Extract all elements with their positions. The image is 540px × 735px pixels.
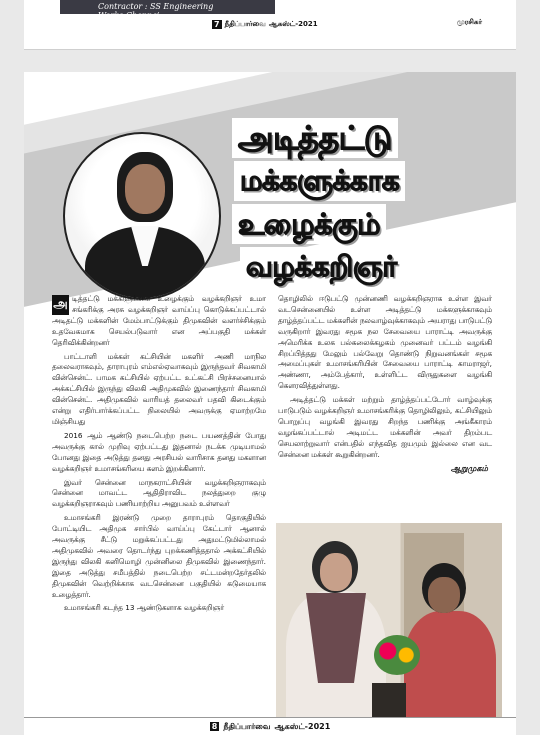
drop-cap: அ <box>52 295 69 315</box>
magazine-name: நீதிப்பார்வை <box>223 721 271 731</box>
headline-line-4: வழக்கறிஞர் <box>240 247 402 287</box>
previous-magazine-name: நீதிப்பார்வை <box>224 19 266 28</box>
contractor-banner: Contractor : SS Engineering Works,Chennai <box>60 0 275 14</box>
event-photo <box>276 523 502 729</box>
person-right-body <box>404 611 496 729</box>
magazine-page <box>24 72 516 735</box>
previous-page-number: 7 <box>214 19 220 29</box>
page-number: 8 <box>211 722 218 731</box>
page-footer <box>24 717 516 735</box>
flower-bouquet <box>374 635 420 675</box>
paragraph: பாட்டாளி மக்கள் கட்சியின் மகளிர் அணி மாநில தலைவராகவும், தாராபுரம் எம்எல்ஏவாகவும் இருந்தவர் சிவகாமி வின்சென்ட். பாமக கட்சியில் ஏற்பட்ட உட்கட்சி பிரச்சனையால் அக்கட்சியில் இருந்து விலகி அதிமுகவில் இணைந்தார் சிவகாமி வின்சென்ட். அதிமுகவில் வாரியத் தலைவர் பதவி கிடைக்கும் என்று எதிர்பார்க்கப்பட்ட நிலையில் அவருக்கு ஏமாற்றமே மிஞ்சியது <box>52 351 266 426</box>
author-signature: ஆறுமுகம் <box>450 463 488 473</box>
person-left-face <box>320 553 352 591</box>
previous-author: முரசிகர் <box>456 18 482 26</box>
issue-date: ஆகஸ்ட்-2021 <box>274 721 331 731</box>
paragraph: உமாசங்கரி கடந்த 13 ஆண்டுகளாக வழக்கறிஞர் <box>64 603 225 613</box>
previous-issue-date: ஆகஸ்ட்-2021 <box>268 19 318 28</box>
paragraph: தொழிலில் ஈடுபட்டு முன்னணி வழக்கறிஞராக உள்ள இவர் வடசென்னையில் உள்ள அடித்தட்டு மக்களுக்காகவும் தாழ்த்தப்பட்ட மக்களின் நலவாழ்வுக்காகவும் அயராது பாடுபட்டு வருகிறார் இவரது சமூக நல சேவையை பாராட்டி அவருக்கு அமெரிக்க உலக பல்கலைக்கழகம் முனைவர் பட்டம் வழங்கி சிறப்பித்தது மேலும் பல்வேறு தொண்டு நிறுவனங்கள் சமூக அமைப்புகள் உமாசங்கரியின் சேவையை பாராட்டி காமராஜர், அண்ணா, அம்பேத்கார், உள்ளிட்ட விருதுகளை வழங்கி கௌரவித்துள்ளது. <box>278 294 492 391</box>
previous-page-strip <box>24 0 516 50</box>
headline-line-2: மக்களுக்காக <box>234 161 405 201</box>
paragraph: இவர் சென்னை மாநகராட்சியின் வழக்கறிஞராகவும் சென்னை மாவட்ட ஆதிதிராவிட நலத்துறை குழு வழக்கறிஞராகவும் பணியாற்றிய அனுபவம் உள்ளவர் <box>52 477 266 509</box>
headline-line-3: உழைக்கும் <box>232 204 386 244</box>
article-headline <box>232 118 502 287</box>
portrait-face <box>125 164 165 214</box>
person-right-face <box>428 577 460 613</box>
headline-line-1: அடித்தட்டு <box>232 118 398 158</box>
paragraph: அடித்தட்டு மக்கள் மற்றும் தாழ்த்தப்பட்டோர் வாழ்வுக்கு பாடுபடும் வழக்கறிஞர் உமாசங்கரிக்கு தொழிலிலும், கட்சியிலும் பொறுப்பு வழங்கி இவரது சிறந்த பணிக்கு அங்கீகாரம் வழங்கப்பட்டால் அடிமட்ட மக்களின் அவர் திறம்பட செயலாற்றுவார் என்பதில் எந்தவித ஐயமும் இல்லை என வட சென்னை மக்கள் கூறுகின்றனர். <box>278 395 492 459</box>
article-column-left <box>52 294 266 617</box>
previous-page-footer <box>212 18 318 30</box>
paragraph: டித்தட்டு மக்களுக்காக உழைக்கும் வழக்கறிஞர் உமா சங்கரிக்கு அரசு வழக்கறிஞர் வாய்ப்பு கொடுக்கப்பட்டால் அடிதட்டு மக்களின் மேம்பாட்டுக்கும் திமுகவின் வளர்ச்சிக்கும் உதவேகமாக செயல்படுவார் என அப்பகுதி மக்கள் தெரிவிக்கின்றனர் <box>52 294 266 347</box>
paragraph: 2016 ஆம் ஆண்டு நடைபெற்ற நடை பயணத்தின் போது அவருக்கு கால் முறிவு ஏற்பட்டது இதனால் நடக்க முடியாமல் போனது இதை அடுத்து தனது அரசியல் வாரிசாக தனது மகளான வழக்கறிஞர் உமாசங்கரியை களம் இறக்கினார். <box>52 430 266 473</box>
paragraph: உமாசங்கரி இரண்டு முறை தாராபுரம் தொகுதியில் போட்டியிட அதிமுக சார்பில் வாய்ப்பு கேட்டார் ஆனால் அவருக்கு சீட்டு மறுக்கப்பட்டது அதுமட்டுமில்லாமல் அதிமுகவில் அவரை தொடர்ந்து புறக்கணித்ததால் அக்கட்சியில் இருந்து விலகி கனிமொழி முன்னிலை திமுகவில் இணைந்தார். இதை அடுத்து சமீபத்தில் நடைபெற்ற சட்டமன்றதேர்தலில் திமுகவின் வெற்றிக்காக வடசென்னை பகுதியில் கடுமையாக உழைத்தார். <box>52 513 266 599</box>
portrait-photo <box>63 132 221 300</box>
